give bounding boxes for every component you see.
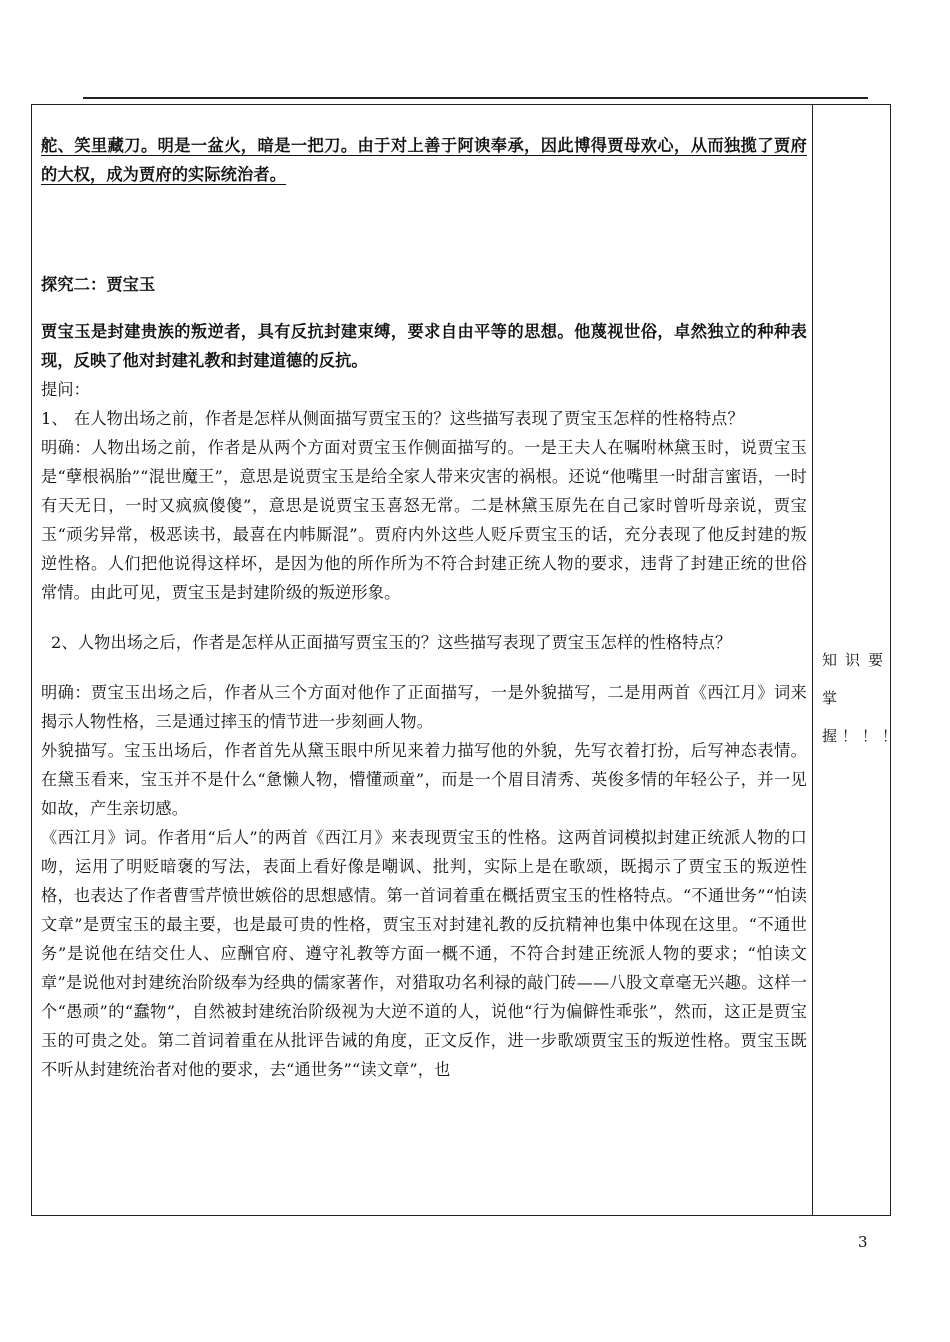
question-1 bbox=[41, 404, 807, 433]
question-label: 提问： bbox=[41, 380, 91, 399]
intro-paragraph: 舵、笑里藏刀。明是一盆火，暗是一把刀。由于对上善于阿谀奉承，因此博得贾母欢心，从而独揽了贾府的大权，成为贾府的实际统治者。 bbox=[41, 136, 807, 184]
question-2: 2、人物出场之后，作者是怎样从正面描写贾宝玉的？这些描写表现了贾宝玉怎样的性格特点？ bbox=[51, 633, 732, 652]
answer-1: 明确：人物出场之前，作者是从两个方面对贾宝玉作侧面描写的。一是王夫人在嘱咐林黛玉时，说贾宝玉是“孽根祸胎”“混世魔王”，意思是说贾宝玉是给全家人带来灾害的祸根。还说“他嘴里一时甜言蜜语，一时有天无日，一时又疯疯傻傻”，意思是说贾宝玉喜怒无常。二是林黛玉原先在自己家时曾听母亲说，贾宝玉“顽劣异常，极恶读书，最喜在内帏厮混”。贾府内外这些人贬斥贾宝玉的话，充分表现了他反封建的叛逆性格。人们把他说得这样坏，是因为他的所作所为不符合封建正统人物的要求，违背了封建正统的世俗常情。由此可见，贾宝玉是封建阶级的叛逆形象。 bbox=[41, 438, 807, 602]
answer-2-intro: 明确：贾宝玉出场之后，作者从三个方面对他作了正面描写，一是外貌描写，二是用两首《西江月》词来揭示人物性格，三是通过摔玉的情节进一步刻画人物。 bbox=[41, 683, 807, 731]
main-content-column bbox=[41, 131, 807, 1084]
question-1-text: 在人物出场之前，作者是怎样从侧面描写贾宝玉的？这些描写表现了贾宝玉怎样的性格特点？ bbox=[74, 409, 744, 428]
header-rule bbox=[83, 97, 868, 99]
sidebar-column bbox=[822, 641, 903, 755]
answer-2-poem: 《西江月》词。作者用“后人”的两首《西江月》来表现贾宝玉的性格。这两首词模拟封建正统派人物的口吻，运用了明贬暗褒的写法，表面上看好像是嘲讽、批判，实际上是在歌颂，既揭示了贾宝玉的叛逆性格，也表达了作者曹雪芹愤世嫉俗的思想感情。第一首词着重在概括贾宝玉的性格特点。“不通世务”“怕读文章”是贾宝玉的最主要，也是最可贵的性格，贾宝玉对封建礼教的反抗精神也集中体现在这里。“不通世务”是说他在结交仕人、应酬官府、遵守礼教等方面一概不通，不符合封建正统派人物的要求；“怕读文章”是说他对封建统治阶级奉为经典的儒家著作，对猎取功名利禄的敲门砖——八股文章毫无兴趣。这样一个“愚顽”的“蠢物”，自然被封建统治阶级视为大逆不道的人，说他“行为偏僻性乖张”，然而，这正是贾宝玉的可贵之处。第二首词着重在从批评告诫的角度，正文反作，进一步歌颂贾宝玉的叛逆性格。贾宝玉既不听从封建统治者对他的要求，去“通世务”“读文章”，也 bbox=[41, 828, 807, 1079]
page-number: 3 bbox=[858, 1233, 868, 1251]
column-divider bbox=[812, 105, 813, 1215]
question-1-number: 1、 bbox=[41, 409, 68, 428]
answer-2-appearance: 外貌描写。宝玉出场后，作者首先从黛玉眼中所见来着力描写他的外貌，先写衣着打扮，后写神态表情。在黛玉看来，宝玉并不是什么“惫懒人物，懵懂顽童”，而是一个眉目清秀、英俊多情的年轻公子，并一见如故，产生亲切感。 bbox=[41, 741, 807, 818]
document-table bbox=[31, 104, 903, 1216]
section-heading: 探究二：贾宝玉 bbox=[41, 275, 156, 294]
summary-paragraph: 贾宝玉是封建贵族的叛逆者，具有反抗封建束缚，要求自由平等的思想。他蔑视世俗，卓然独立的种种表现，反映了他对封建礼教和封建道德的反抗。 bbox=[41, 322, 807, 370]
sidebar-note: 知识要掌握！！！ bbox=[822, 651, 903, 745]
